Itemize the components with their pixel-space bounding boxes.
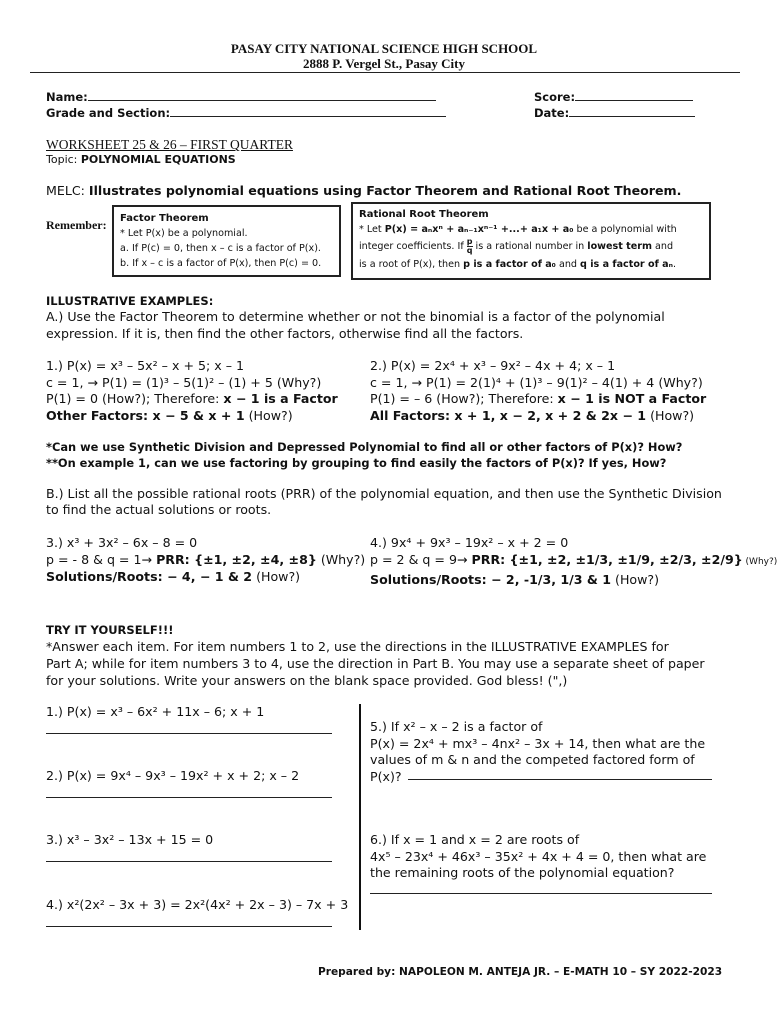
rrt-title: Rational Root Theorem <box>359 209 489 220</box>
example-4 <box>370 534 777 588</box>
example-3 <box>46 534 365 585</box>
answer-line-4[interactable] <box>46 926 332 927</box>
example-4-line1: 4.) 9x⁴ + 9x³ – 19x² – x + 2 = 0 <box>370 535 569 550</box>
item-5-line2: P(x) = 2x⁴ + mx³ – 4nx² – 3x + 14, then what are the <box>370 735 706 751</box>
rrt-polynomial: P(x) = aₙxⁿ + aₙ₋₁xⁿ⁻¹ +...+ a₁x + a₀ <box>384 224 574 235</box>
example-2-line3-a: P(1) = – 6 (How?); Therefore: <box>370 391 558 406</box>
example-3-pq: p = - 8 & q = 1→ <box>46 552 157 567</box>
prepared-by: Prepared by: NAPOLEON M. ANTEJA JR. – E-MATH 10 – SY 2022-2023 <box>318 966 723 978</box>
example-3-how: (How?) <box>252 569 301 584</box>
example-3-prr: PRR: {±1, ±2, ±4, ±8} <box>156 552 317 567</box>
example-2-line3 <box>370 391 706 408</box>
example-2-line2: c = 1, → P(1) = 2(1)⁴ + (1)³ – 9(1)² – 4(1) + 4 (Why?) <box>370 374 703 390</box>
try-heading: TRY IT YOURSELF!!! <box>46 623 174 637</box>
rrt-line1 <box>359 222 703 237</box>
name-blank[interactable] <box>88 88 436 101</box>
part-a-line2: expression. If it is, then find the other factors, otherwise find all the factors. <box>46 326 524 341</box>
example-1-line1: 1.) P(x) = x³ – 5x² – x + 5; x – 1 <box>46 358 245 373</box>
example-2-line4 <box>370 408 706 425</box>
grade-section-field <box>46 104 446 120</box>
example-4-why: (Why?) <box>742 557 777 567</box>
item-6-line1: 6.) If x = 1 and x = 2 are roots of <box>370 832 580 847</box>
try-instructions <box>46 638 705 689</box>
factor-theorem-line1: * Let P(x) be a polynomial. <box>120 228 248 239</box>
rational-root-theorem-box <box>351 202 711 280</box>
answer-line-2[interactable] <box>46 797 332 798</box>
rrt-line1-a: * Let <box>359 224 385 235</box>
example-4-roots: Solutions/Roots: − 2, -1/3, 1/3 & 1 <box>370 572 612 587</box>
worksheet-title: WORKSHEET 25 & 26 – FIRST QUARTER <box>46 137 293 152</box>
item-2: 2.) P(x) = 9x⁴ – 9x³ – 19x² + x + 2; x – 2 <box>46 768 300 783</box>
item-6 <box>370 832 706 882</box>
example-4-prr: PRR: {±1, ±2, ±1/3, ±1/9, ±2/3, ±2/9} <box>471 552 743 567</box>
rrt-line3-c: and <box>555 259 581 270</box>
example-3-line1: 3.) x³ + 3x² – 6x – 8 = 0 <box>46 535 198 550</box>
example-1-result: x − 1 is a Factor <box>223 391 338 406</box>
rrt-line1-c: be a polynomial with <box>573 224 677 235</box>
name-field <box>46 88 436 104</box>
score-blank[interactable] <box>575 88 693 101</box>
example-2-factors: All Factors: x + 1, x − 2, x + 2 & 2x − 1 <box>370 407 647 423</box>
rrt-line2 <box>359 237 703 257</box>
rrt-lowest-term: lowest term <box>587 241 652 252</box>
item-1: 1.) P(x) = x³ – 6x² + 11x – 6; x + 1 <box>46 704 265 719</box>
example-1-line4-b: (How?) <box>244 407 293 423</box>
answer-line-6[interactable] <box>370 893 712 894</box>
topic-label: Topic: <box>46 153 78 166</box>
question-2: **On example 1, can we use factoring by grouping to find easily the factors of P(x)? If yes, How? <box>46 456 667 470</box>
example-2-line1: 2.) P(x) = 2x⁴ + x³ – 9x² – 4x + 4; x – 1 <box>370 358 616 373</box>
item-5-line3: values of m & n and the competed factored form of <box>370 752 695 767</box>
example-1-line3 <box>46 391 338 408</box>
example-3-line3 <box>46 568 365 585</box>
try-instructions-line3: for your solutions. Write your answers on the blank space provided. God bless! (",) <box>46 673 568 688</box>
factor-theorem-line2: a. If P(c) = 0, then x – c is a factor of P(x). <box>120 243 321 254</box>
factor-theorem-box <box>112 205 341 277</box>
example-4-how: (How?) <box>611 572 660 587</box>
melc-text: Illustrates polynomial equations using Factor Theorem and Rational Root Theorem. <box>88 183 682 198</box>
rrt-p-factor: p is a factor of a₀ <box>463 259 556 270</box>
melc-line <box>46 183 681 198</box>
part-b-line2: to find the actual solutions or roots. <box>46 502 272 517</box>
example-1-line2: c = 1, → P(1) = (1)³ – 5(1)² – (1) + 5 (Why?) <box>46 374 322 390</box>
example-2-result: x − 1 is NOT a Factor <box>557 391 707 406</box>
factor-theorem-title: Factor Theorem <box>120 213 209 224</box>
factor-theorem-line3: b. If x – c is a factor of P(x), then P(c) = 0. <box>120 258 322 269</box>
example-2-line4-b: (How?) <box>646 407 695 423</box>
answer-line-3[interactable] <box>46 861 332 862</box>
rrt-q-factor: q is a factor of aₙ <box>580 259 673 270</box>
melc-label: MELC: <box>46 183 85 198</box>
example-1-factors: Other Factors: x − 5 & x + 1 <box>46 407 245 423</box>
example-4-pq: p = 2 & q = 9→ <box>370 552 472 567</box>
example-1-line3-a: P(1) = 0 (How?); Therefore: <box>46 391 224 406</box>
example-4-line3 <box>370 571 777 588</box>
item-6-line3: the remaining roots of the polynomial equation? <box>370 865 675 880</box>
school-address: 2888 P. Vergel St., Pasay City <box>302 56 466 71</box>
answer-line-5[interactable] <box>408 779 712 780</box>
item-4: 4.) x²(2x² – 3x + 3) = 2x²(4x² + 2x – 3) – 7x + 3 <box>46 897 349 912</box>
example-1-line4 <box>46 408 338 425</box>
answer-line-1[interactable] <box>46 733 332 734</box>
remember-label: Remember: <box>46 218 107 232</box>
try-instructions-line2: Part A; while for item numbers 3 to 4, use the direction in Part B. You may use a separate sheet of paper <box>46 656 705 671</box>
rrt-frac-den: q <box>466 245 473 255</box>
topic-line <box>46 153 236 166</box>
header-divider <box>30 72 740 73</box>
rrt-line3 <box>359 257 703 272</box>
score-label: Score: <box>534 90 576 104</box>
name-label: Name: <box>46 90 88 104</box>
part-b-line1: B.) List all the possible rational roots (PRR) of the polynomial equation, and then use the Synthetic Division <box>46 486 722 501</box>
part-a-line1: A.) Use the Factor Theorem to determine whether or not the binomial is a factor of the polynomial <box>46 309 665 324</box>
rrt-line3-e: . <box>672 259 677 270</box>
example-3-roots: Solutions/Roots: − 4, − 1 & 2 <box>46 569 253 584</box>
question-1: *Can we use Synthetic Division and Depressed Polynomial to find all or other factors of P(x)? How? <box>46 440 683 454</box>
item-5 <box>370 719 705 785</box>
date-field <box>534 104 695 120</box>
rrt-line2-a: integer coefficients. If <box>359 241 467 252</box>
rrt-frac-num: p <box>466 236 473 246</box>
rrt-line2-d: and <box>652 241 674 252</box>
illustrative-heading: ILLUSTRATIVE EXAMPLES: <box>46 294 214 308</box>
topic-value: POLYNOMIAL EQUATIONS <box>80 153 236 166</box>
date-label: Date: <box>534 106 570 120</box>
rrt-line3-a: is a root of P(x), then <box>359 259 464 270</box>
item-6-line2: 4x⁵ – 23x⁴ + 46x³ – 35x² + 4x + 4 = 0, then what are <box>370 848 707 864</box>
grade-section-blank[interactable] <box>170 104 446 117</box>
item-5-line4: P(x)? <box>370 768 402 784</box>
example-1 <box>46 358 338 424</box>
school-name: PASAY CITY NATIONAL SCIENCE HIGH SCHOOL <box>230 41 538 56</box>
rrt-line2-b: is a rational number in <box>472 241 588 252</box>
date-blank[interactable] <box>569 104 695 117</box>
example-3-why: (Why?) <box>316 552 366 567</box>
score-field <box>534 88 693 104</box>
example-2 <box>370 358 706 424</box>
item-5-line1: 5.) If x² – x – 2 is a factor of <box>370 719 543 734</box>
example-4-line2 <box>370 551 777 571</box>
grade-section-label: Grade and Section: <box>46 106 171 120</box>
try-instructions-line1: *Answer each item. For item numbers 1 to 2, use the directions in the ILLUSTRATIVE EXAMPLES for <box>46 639 669 654</box>
item-3: 3.) x³ – 3x² – 13x + 15 = 0 <box>46 832 214 847</box>
column-divider <box>359 704 361 930</box>
example-3-line2 <box>46 551 365 568</box>
